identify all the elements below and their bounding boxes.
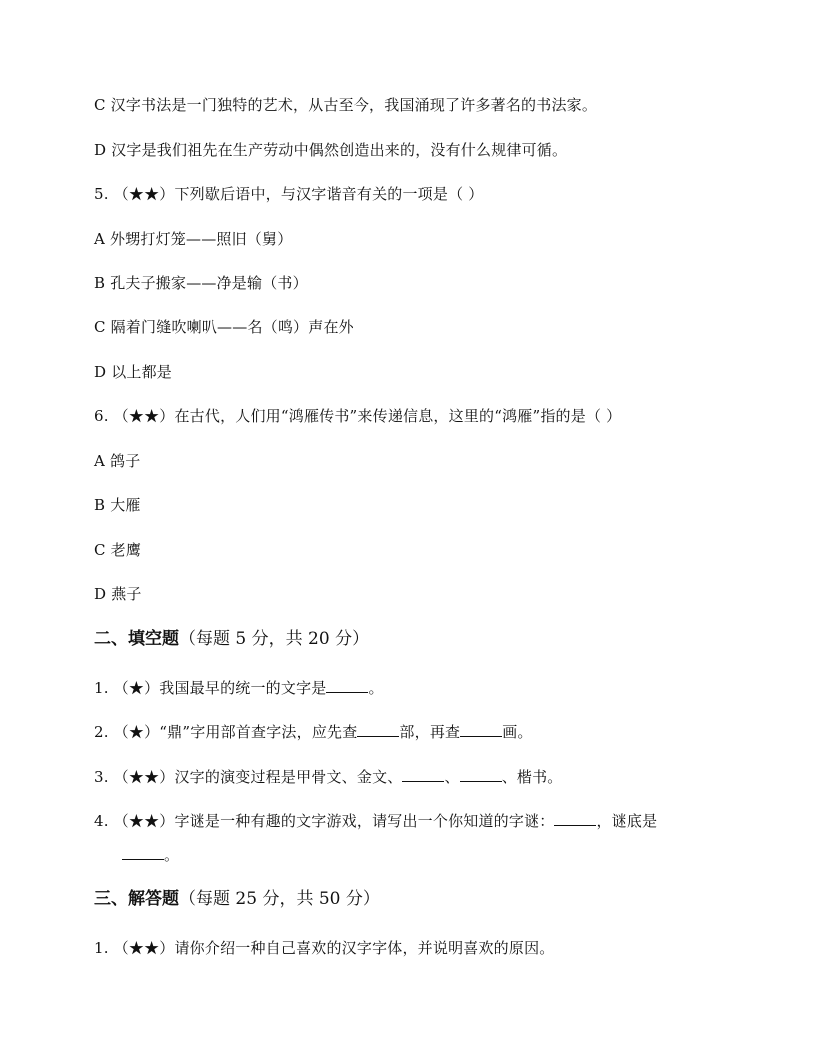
answer-blank[interactable] <box>326 677 368 693</box>
section-heading-fill-in <box>94 627 369 651</box>
section-score-note: （每题 5 分，共 20 分） <box>179 629 370 649</box>
option-text: D 以上都是 <box>94 363 172 381</box>
choice-q6-stem <box>94 405 756 427</box>
choice-q6-option-c <box>94 539 756 561</box>
question-text-middle: 部，再查 <box>399 723 461 741</box>
option-text: C 汉字书法是一门独特的艺术，从古至今，我国涌现了许多著名的书法家。 <box>94 96 598 114</box>
section-title: 三、解答题 <box>94 889 179 909</box>
answer-blank[interactable] <box>357 721 399 737</box>
option-text: C 老鹰 <box>94 541 142 559</box>
answer-blank[interactable] <box>122 844 164 860</box>
option-text: B 孔夫子搬家——净是输（书） <box>94 274 308 292</box>
fill-q1 <box>94 677 756 699</box>
answer-blank[interactable] <box>460 766 502 782</box>
option-text: C 隔着门缝吹喇叭——名（鸣）声在外 <box>94 318 354 336</box>
choice-q5-option-a <box>94 228 756 250</box>
answer-blank[interactable] <box>402 766 444 782</box>
question-text: 6. （★★）在古代，人们用“鸿雁传书”来传递信息，这里的“鸿雁”指的是（ ） <box>94 407 622 425</box>
option-text: D 燕子 <box>94 585 142 603</box>
fill-q2 <box>94 721 756 743</box>
section-score-note: （每题 25 分，共 50 分） <box>179 889 380 909</box>
section-title: 二、填空题 <box>94 629 179 649</box>
question-text: 1. （★★）请你介绍一种自己喜欢的汉字字体，并说明喜欢的原因。 <box>94 939 555 957</box>
answer-blank[interactable] <box>554 810 596 826</box>
choice-q5-option-c <box>94 316 756 338</box>
question-text-end: 、楷书。 <box>501 768 563 786</box>
choice-q6-option-b <box>94 494 756 516</box>
option-text: B 大雁 <box>94 496 141 514</box>
section-heading-answer <box>94 887 380 911</box>
answer-blank[interactable] <box>460 721 502 737</box>
choice-q4-option-d <box>94 139 756 161</box>
choice-q6-option-d <box>94 583 756 605</box>
question-text-end: 画。 <box>502 723 533 741</box>
question-text-separator: 、 <box>444 768 460 786</box>
option-text: A 鸽子 <box>94 452 141 470</box>
fill-q4 <box>94 810 756 832</box>
fill-q4-continued <box>122 844 756 866</box>
question-text-end: 。 <box>164 846 180 864</box>
option-text: A 外甥打灯笼——照旧（舅） <box>94 230 293 248</box>
choice-q5-option-b <box>94 272 756 294</box>
question-text-middle: ，谜底是 <box>596 812 658 830</box>
question-text: 1. （★）我国最早的统一的文字是 <box>94 679 327 697</box>
question-text: 2. （★）“鼎”字用部首查字法，应先查 <box>94 723 358 741</box>
option-text: D 汉字是我们祖先在生产劳动中偶然创造出来的，没有什么规律可循。 <box>94 141 568 159</box>
question-text-end: 。 <box>368 679 384 697</box>
choice-q5-option-d <box>94 361 756 383</box>
choice-q6-option-a <box>94 450 756 472</box>
answer-q1 <box>94 937 756 959</box>
question-text: 4. （★★）字谜是一种有趣的文字游戏，请写出一个你知道的字谜： <box>94 812 555 830</box>
choice-q4-option-c <box>94 94 756 116</box>
choice-q5-stem <box>94 183 756 205</box>
question-text: 3. （★★）汉字的演变过程是甲骨文、金文、 <box>94 768 403 786</box>
fill-q3 <box>94 766 756 788</box>
question-text: 5. （★★）下列歇后语中，与汉字谐音有关的一项是（ ） <box>94 185 484 203</box>
